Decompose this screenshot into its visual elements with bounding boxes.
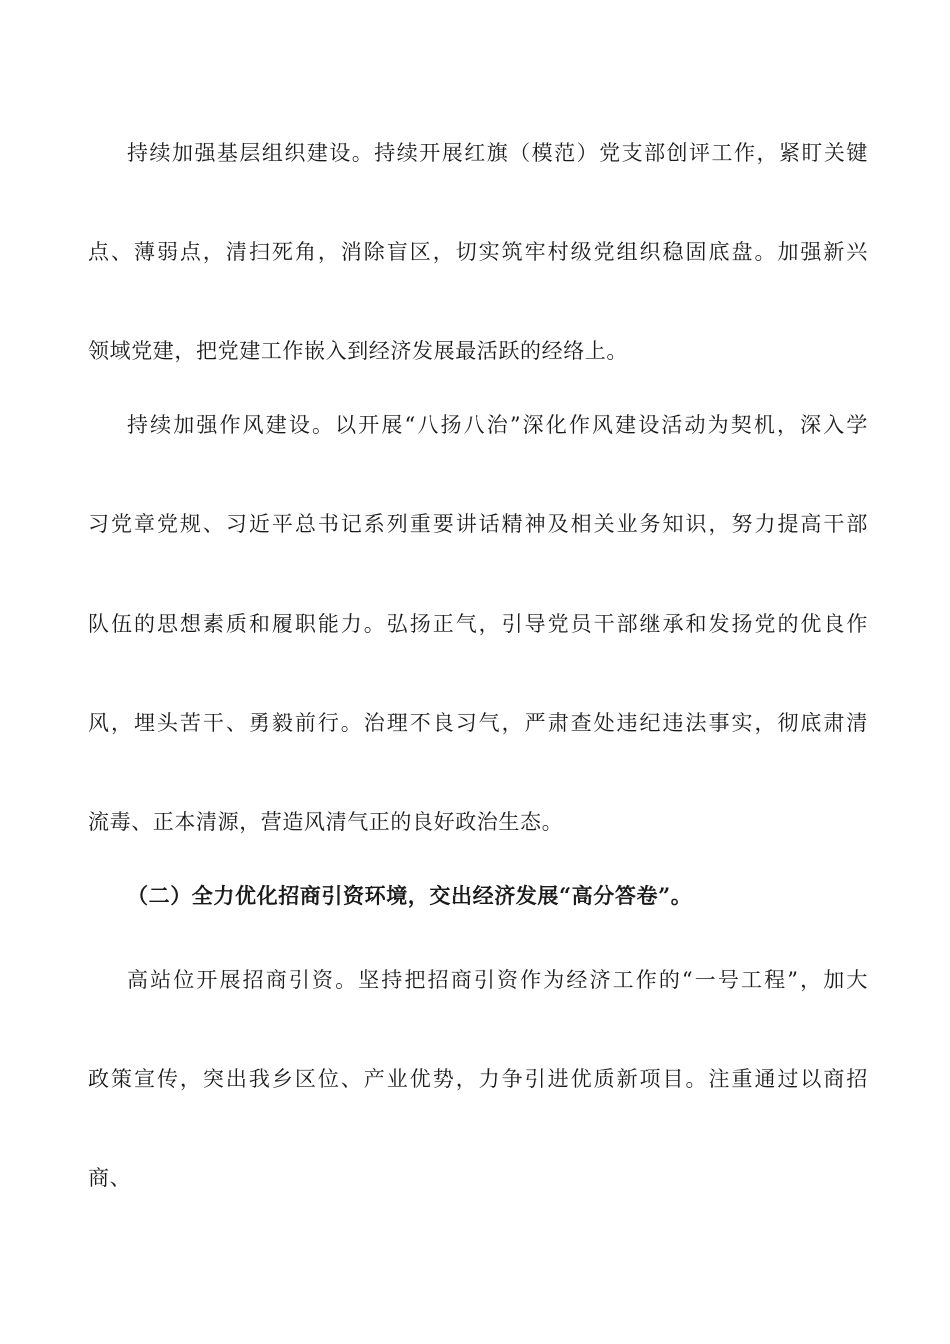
paragraph-line: 风，埋头苦干、勇毅前行。治理不良习气，严肃查处违纪违法事实，彻底肃清 [88, 711, 868, 735]
paragraph-line: 流毒、正本清源，营造风清气正的良好政治生态。 [88, 810, 564, 834]
paragraph-line: 持续加强基层组织建设。持续开展红旗（模范）党支部创评工作，紧盯关键 [127, 141, 868, 165]
paragraph-line: 领域党建，把党建工作嵌入到经济发展最活跃的经络上。 [88, 339, 628, 363]
paragraph-line: 持续加强作风建设。以开展“八扬八治”深化作风建设活动为契机，深入学 [127, 413, 868, 437]
section-heading: （二）全力优化招商引资环境，交出经济发展“高分答卷”。 [127, 883, 693, 908]
paragraph-line: 商、 [88, 1166, 132, 1190]
paragraph-line: 高站位开展招商引资。坚持把招商引资作为经济工作的“一号工程”，加大 [127, 968, 868, 992]
paragraph-line: 点、薄弱点，清扫死角，消除盲区，切实筑牢村级党组织稳固底盘。加强新兴 [88, 240, 868, 264]
paragraph-line: 习党章党规、习近平总书记系列重要讲话精神及相关业务知识，努力提高干部 [88, 512, 868, 536]
paragraph-line: 政策宣传，突出我乡区位、产业优势，力争引进优质新项目。注重通过以商招 [88, 1067, 868, 1091]
paragraph-line: 队伍的思想素质和履职能力。弘扬正气，引导党员干部继承和发扬党的优良作 [88, 612, 868, 636]
